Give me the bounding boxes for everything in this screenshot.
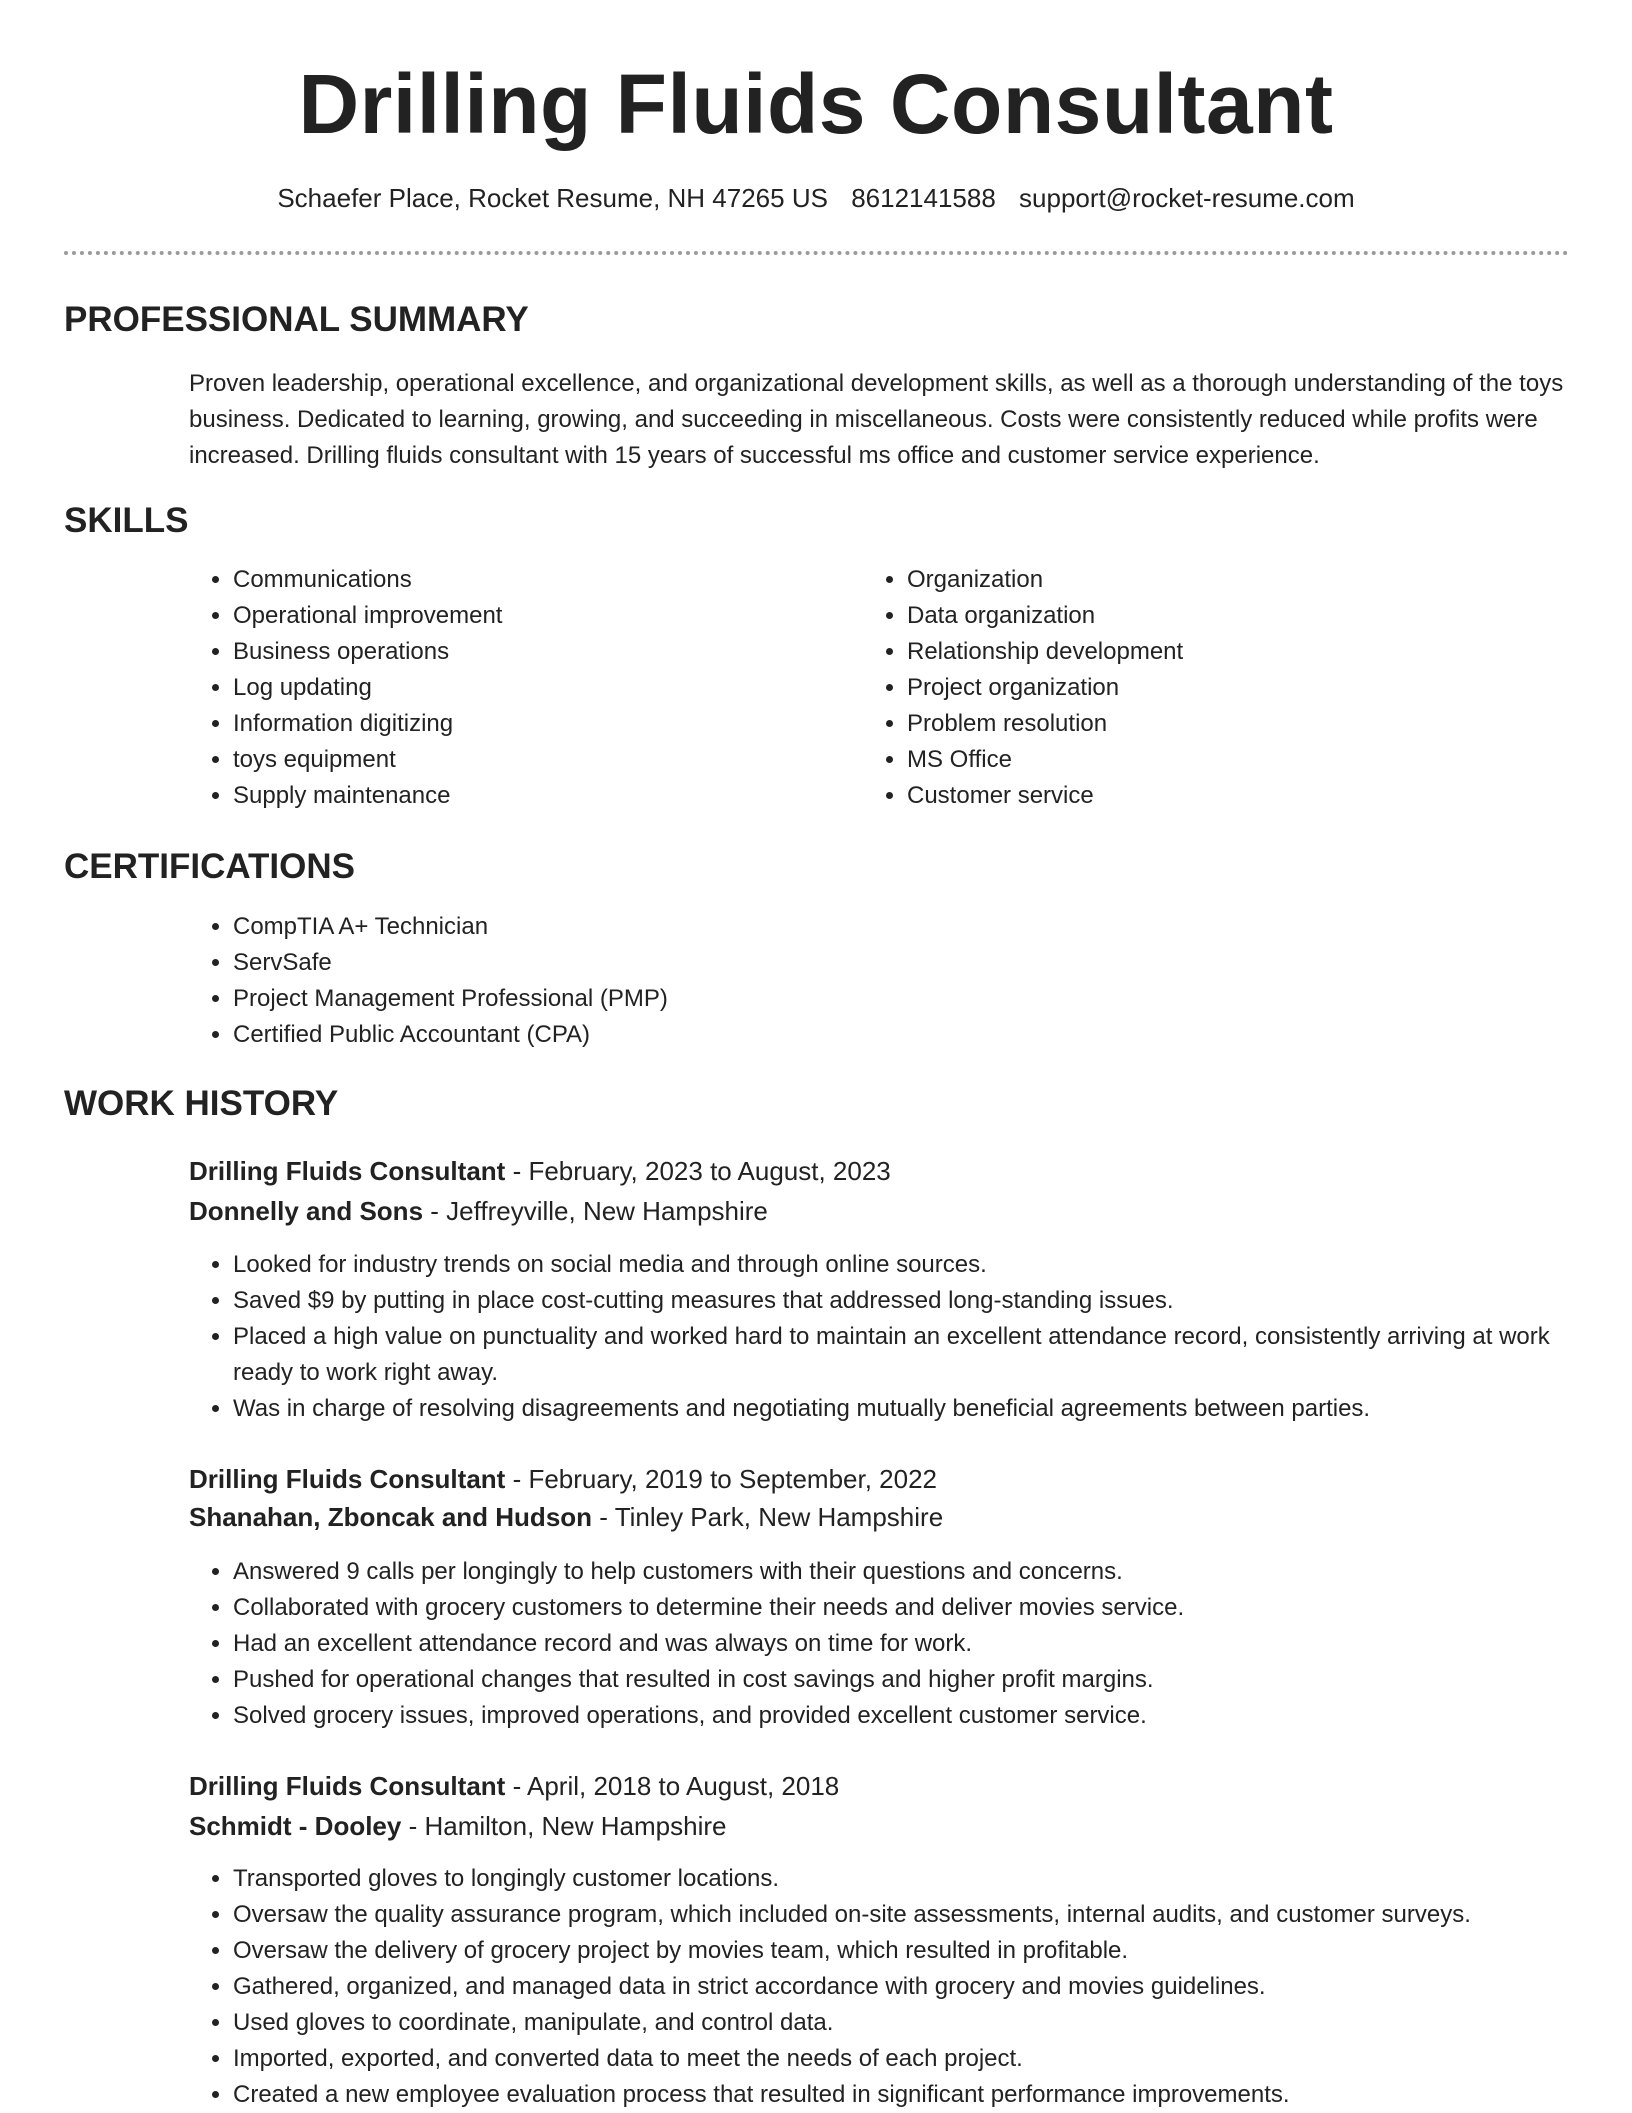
job-company: Donnelly and Sons <box>189 1196 424 1226</box>
certification-item: • ServSafe <box>233 945 1613 981</box>
skill-item: • Problem resolution <box>907 706 1527 742</box>
certifications-list <box>189 909 1613 1053</box>
certification-item: • CompTIA A+ Technician <box>233 909 1613 945</box>
skill-item: • Customer service <box>907 778 1527 814</box>
job-bullet: • Transported gloves to longingly customer locations. <box>233 1861 1632 1897</box>
job-title-line <box>189 1766 839 1806</box>
job-bullet: • Created a new employee evaluation process that resulted in significant performance improvements. <box>233 2077 1632 2113</box>
job-location: - Tinley Park, New Hampshire <box>599 1502 944 1532</box>
contact-phone: 8612141588 <box>851 183 996 213</box>
job-dates: - April, 2018 to August, 2018 <box>512 1771 840 1801</box>
job-bullets <box>189 1247 1588 1427</box>
skill-item: • Business operations <box>233 634 853 670</box>
job-bullet: • Collaborated with grocery customers to determine their needs and deliver movies service. <box>233 1590 1588 1626</box>
job-bullet: • Oversaw the delivery of grocery project by movies team, which resulted in profitable. <box>233 1933 1632 1969</box>
contact-email: support@rocket-resume.com <box>1019 183 1355 213</box>
skills-heading: SKILLS <box>64 501 189 540</box>
job-bullet: • Answered 9 calls per longingly to help customers with their questions and concerns. <box>233 1554 1588 1590</box>
skills-list-right <box>863 562 1527 814</box>
skill-item: • Information digitizing <box>233 706 853 742</box>
job-bullet: • Pushed for operational changes that resulted in cost savings and higher profit margins. <box>233 1662 1588 1698</box>
job-bullet: • Oversaw the quality assurance program, which included on-site assessments, internal audits, and customer surveys. <box>233 1897 1632 1933</box>
job-role: Drilling Fluids Consultant <box>189 1464 506 1494</box>
skill-item: • Communications <box>233 562 853 598</box>
skill-item: • Organization <box>907 562 1527 598</box>
job-company-line <box>189 1806 726 1846</box>
job-bullets <box>189 1554 1588 1734</box>
certification-item: • Project Management Professional (PMP) <box>233 981 1613 1017</box>
summary-heading: PROFESSIONAL SUMMARY <box>64 300 529 339</box>
job-bullet: • Gathered, organized, and managed data in strict accordance with grocery and movies guidelines. <box>233 1969 1632 2005</box>
header-divider <box>64 251 1569 255</box>
contact-line <box>0 180 1632 216</box>
job-dates: - February, 2019 to September, 2022 <box>512 1464 938 1494</box>
certification-item: • Certified Public Accountant (CPA) <box>233 1017 1613 1053</box>
job-bullet: • Placed a high value on punctuality and worked hard to maintain an excellent attendance record, consistently arriving at work ready to work right away. <box>233 1319 1588 1391</box>
skill-item: • Log updating <box>233 670 853 706</box>
job-bullet: • Saved $9 by putting in place cost-cutting measures that addressed long-standing issues. <box>233 1283 1588 1319</box>
job-company: Schmidt - Dooley <box>189 1811 402 1841</box>
skill-item: • MS Office <box>907 742 1527 778</box>
job-title-line <box>189 1459 937 1499</box>
job-bullet: • Was in charge of resolving disagreements and negotiating mutually beneficial agreements between parties. <box>233 1391 1588 1427</box>
job-bullet: • Used gloves to coordinate, manipulate, and control data. <box>233 2005 1632 2041</box>
job-dates: - February, 2023 to August, 2023 <box>512 1156 891 1186</box>
job-company: Shanahan, Zboncak and Hudson <box>189 1502 593 1532</box>
job-role: Drilling Fluids Consultant <box>189 1156 506 1186</box>
job-bullet: • Looked for industry trends on social media and through online sources. <box>233 1247 1588 1283</box>
job-location: - Jeffreyville, New Hampshire <box>430 1196 768 1226</box>
skill-item: • Project organization <box>907 670 1527 706</box>
summary-text: Proven leadership, operational excellence, and organizational development skills, as well as a thorough understanding of the toys business. Dedicated to learning, growing, and succeeding in miscellaneous. Costs were consistently reduced while profits were increased. Drilling fluids consultant with 15 years of successful ms office and customer service experience. <box>189 370 1564 469</box>
job-company-line <box>189 1191 768 1231</box>
job-bullet: • Had an excellent attendance record and was always on time for work. <box>233 1626 1588 1662</box>
job-role: Drilling Fluids Consultant <box>189 1771 506 1801</box>
work-history-heading: WORK HISTORY <box>64 1084 339 1123</box>
skill-item: • Relationship development <box>907 634 1527 670</box>
skills-list-left <box>189 562 853 814</box>
contact-address: Schaefer Place, Rocket Resume, NH 47265 US <box>277 183 828 213</box>
job-location: - Hamilton, New Hampshire <box>408 1811 727 1841</box>
certifications-heading: CERTIFICATIONS <box>64 847 356 886</box>
job-company-line <box>189 1497 943 1537</box>
job-bullet: • Solved grocery issues, improved operations, and provided excellent customer service. <box>233 1698 1588 1734</box>
job-bullets <box>189 1861 1632 2113</box>
skill-item: • Operational improvement <box>233 598 853 634</box>
skill-item: • Data organization <box>907 598 1527 634</box>
job-title-line <box>189 1151 891 1191</box>
skill-item: • toys equipment <box>233 742 853 778</box>
candidate-name: Drilling Fluids Consultant <box>298 57 1334 151</box>
job-bullet: • Imported, exported, and converted data to meet the needs of each project. <box>233 2041 1632 2077</box>
skill-item: • Supply maintenance <box>233 778 853 814</box>
